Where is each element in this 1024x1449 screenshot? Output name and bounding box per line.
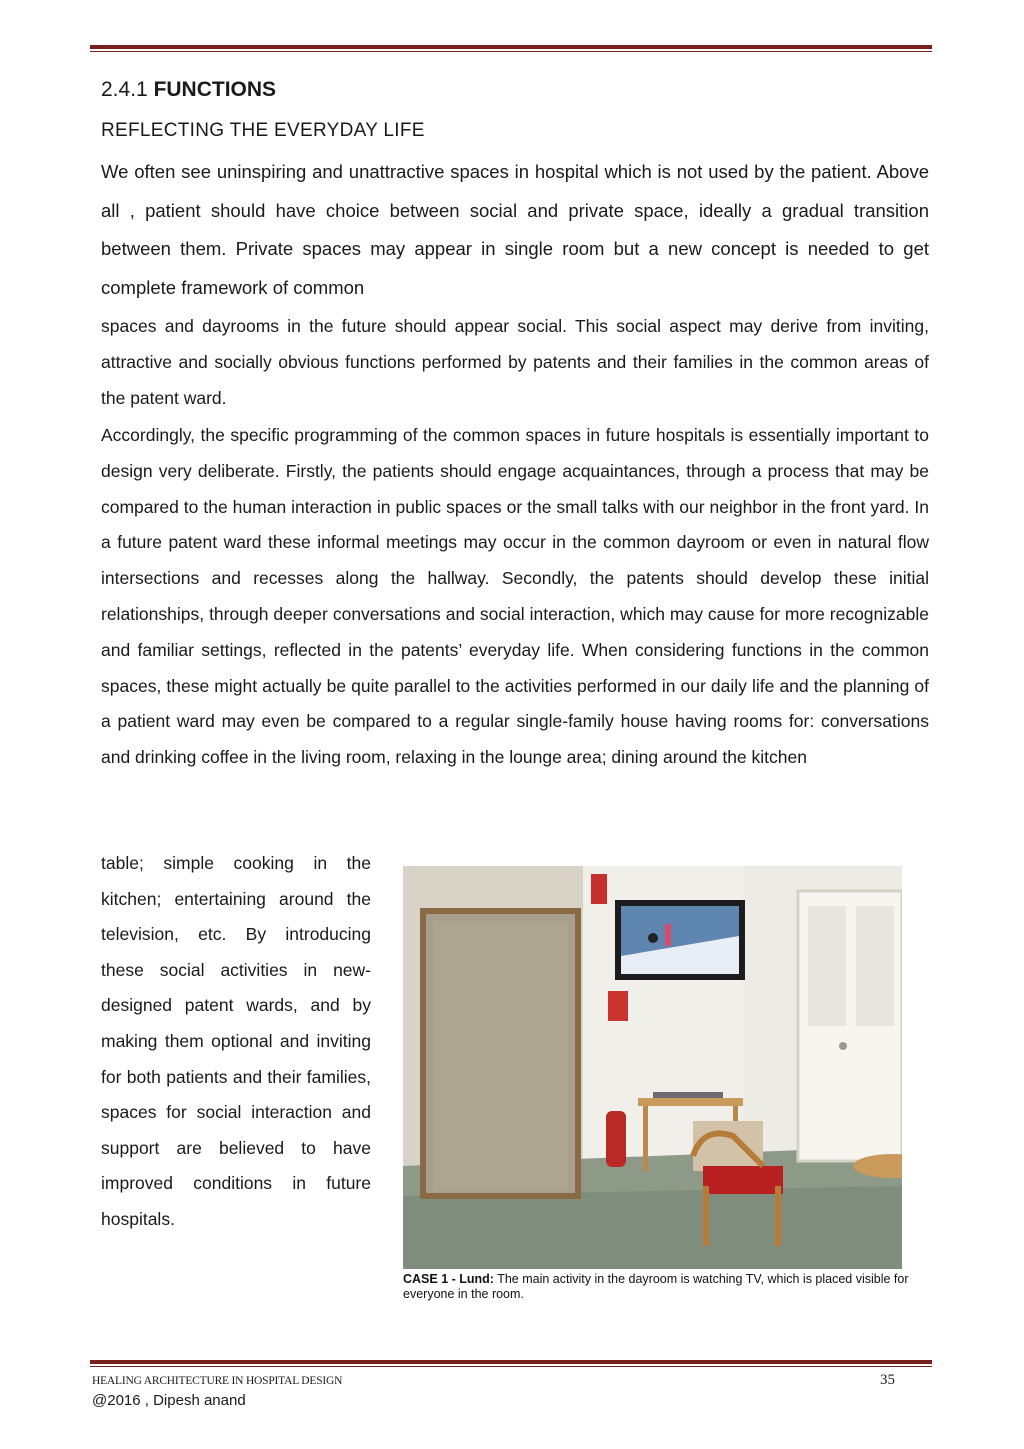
dayroom-photo bbox=[403, 866, 902, 1269]
caption-label: CASE 1 - Lund: bbox=[403, 1272, 494, 1286]
section-heading bbox=[101, 78, 276, 102]
paragraph-2: spaces and dayrooms in the future should appear social. This social aspect may derive from inviting, attractive and socially obvious functions performed by patents and their families in the common areas of the patent ward. bbox=[101, 316, 929, 408]
footer-rule bbox=[90, 1360, 932, 1367]
paragraph-1: We often see uninspiring and unattractive spaces in hospital which is not used by the patient. Above all , patient should have choice between social and private space, ideally a gradual transition between them. Private spaces may appear in single room but a new concept is needed to get complete framework of common bbox=[101, 161, 929, 298]
footer-author: @2016 , Dipesh anand bbox=[92, 1392, 246, 1409]
paragraph-3: Accordingly, the specific programming of the common spaces in future hospitals is essentially important to design very deliberate. Firstly, the patients should engage acquaintances, through a process that may be compared to the human interaction in public spaces or the small talks with our neighbor in the front yard. In a future patent ward these informal meetings may occur in the common dayroom or even in natural flow intersections and recesses along the hallway. Secondly, the patents should develop these initial relationships, through deeper conversations and social interaction, which may cause for more recognizable and familiar settings, reflected in the patents’ everyday life. When considering functions in the common spaces, these might actually be quite parallel to the activities performed in our daily life and the planning of a patient ward may even be compared to a regular single-family house having rooms for: conversations and drinking coffee in the living room, relaxing in the lounge area; dining around the kitchen bbox=[101, 425, 929, 768]
paragraph-4: table; simple cooking in the kitchen; entertaining around the television, etc. By introducing these social activities in new-designed patent wards, and by making them optional and inviting for both patients and their families, spaces for social interaction and support are believed to have improved conditions in future hospitals. bbox=[101, 853, 371, 1229]
section-title: FUNCTIONS bbox=[153, 78, 277, 101]
header-rule bbox=[90, 45, 932, 52]
figure-caption bbox=[403, 1272, 913, 1302]
page-number: 35 bbox=[880, 1372, 895, 1388]
subsection-heading: REFLECTING THE EVERYDAY LIFE bbox=[101, 120, 425, 141]
caption-text: The main activity in the dayroom is watching TV, which is placed visible for everyone in the room. bbox=[403, 1272, 909, 1301]
section-number: 2.4.1 bbox=[101, 78, 148, 101]
footer-title: HEALING ARCHITECTURE IN HOSPITAL DESIGN bbox=[92, 1375, 343, 1387]
